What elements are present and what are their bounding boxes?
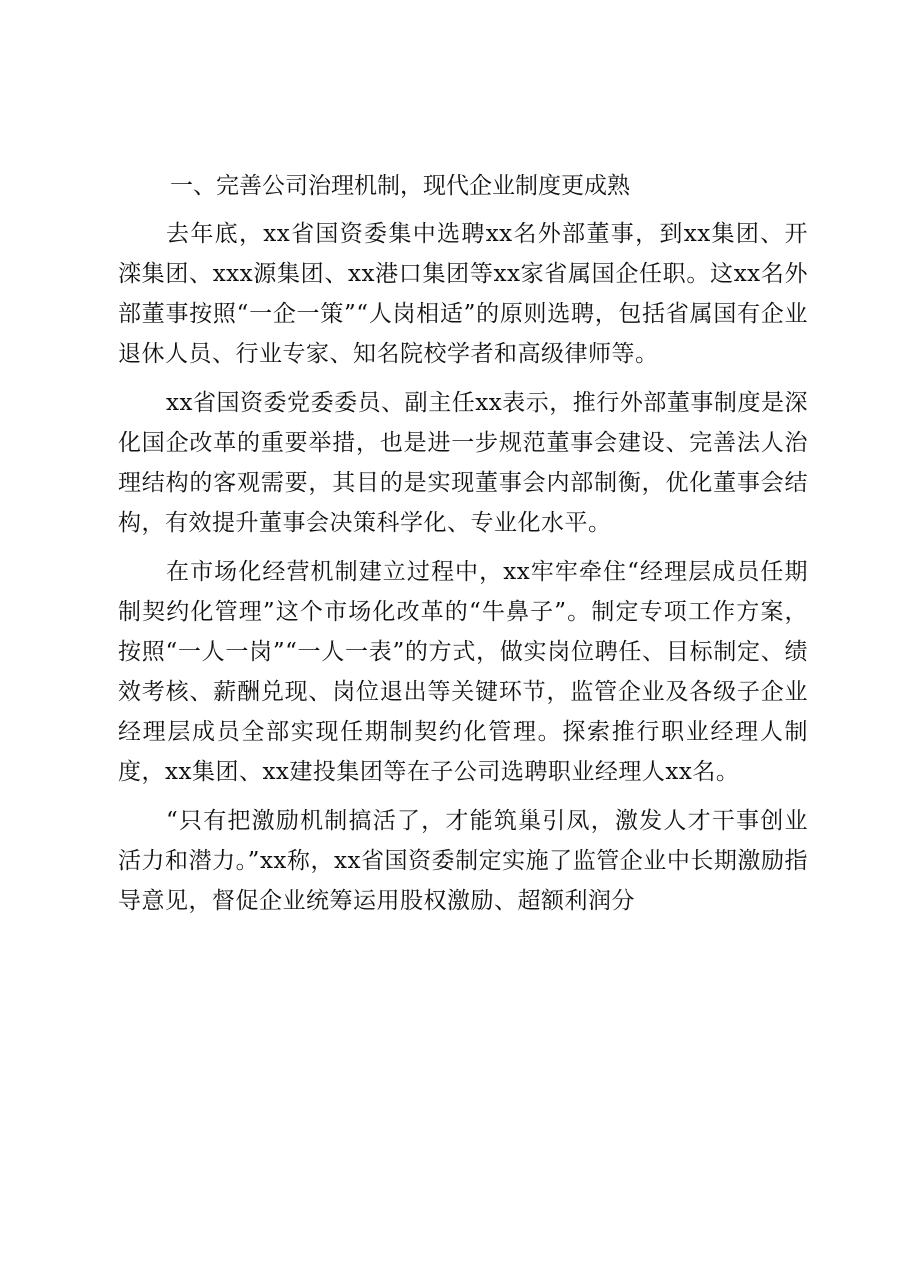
paragraph-1: 去年底，xx省国资委集中选聘xx名外部董事，到xx集团、开滦集团、xxx源集团、xx港口集团等xx家省属国企任职。这xx名外部董事按照“一企一策”“人岗相适”的原则选聘，包括省属国有企业退休人员、行业专家、知名院校学者和高级律师等。 xyxy=(118,221,808,367)
paragraph-3: 在市场化经营机制建立过程中，xx牢牢牵住“经理层成员任期制契约化管理”这个市场化改革的“牛鼻子”。制定专项工作方案，按照“一人一岗”“一人一表”的方式，做实岗位聘任、目标制定、绩效考核、薪酬兑现、岗位退出等关键环节，监管企业及各级子企业经理层成员全部实现任期制契约化管理。探索推行职业经理人制度，xx集团、xx建投集团等在子公司选聘职业经理人xx名。 xyxy=(118,559,808,785)
paragraph-2: xx省国资委党委委员、副主任xx表示，推行外部董事制度是深化国企改革的重要举措，也是进一步规范董事会建设、完善法人治理结构的客观需要，其目的是实现董事会内部制衡，优化董事会结构，有效提升董事会决策科学化、专业化水平。 xyxy=(118,390,808,536)
section-heading: 一、完善公司治理机制，现代企业制度更成熟 xyxy=(170,173,630,199)
paragraph-4: “只有把激励机制搞活了，才能筑巢引凤，激发人才干事创业活力和潜力。”xx称，xx省国资委制定实施了监管企业中长期激励指导意见，督促企业统筹运用股权激励、超额利润分 xyxy=(118,808,808,914)
document-body xyxy=(118,166,808,930)
